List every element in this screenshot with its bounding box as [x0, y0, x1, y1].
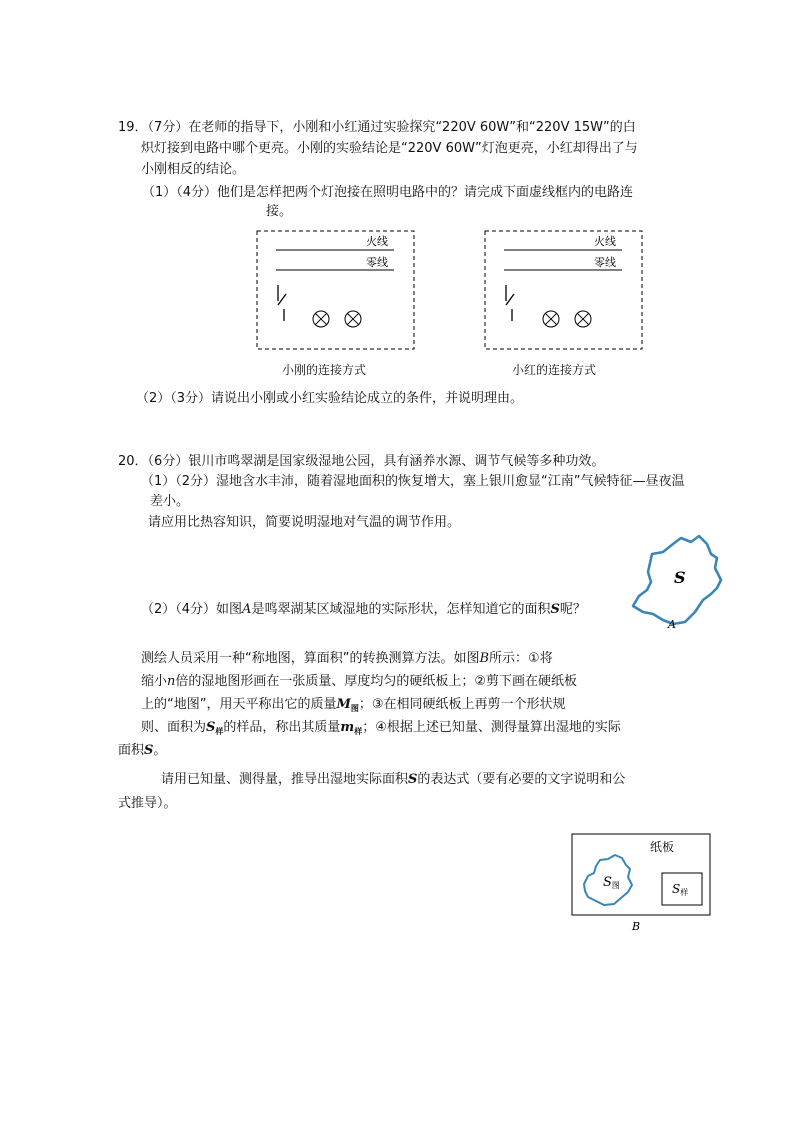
q19-line1: 19．（7分）在老师的指导下，小刚和小红通过实验探究“220V 60W”和“220V 15W”的白 — [118, 120, 636, 135]
circuit-figure-xiaogang[interactable] — [256, 230, 416, 352]
area-symbol: S — [408, 772, 418, 787]
q20-part2-text-b: 是鸣翠湖某区域湿地的实际形状，怎样知道它的面积 — [251, 602, 551, 617]
method-line1 — [141, 650, 553, 668]
caption-xiaohong: 小红的连接方式 — [512, 363, 597, 377]
switch-blade — [278, 294, 286, 305]
fire-wire-label: 火线 — [366, 235, 388, 248]
switch-blade — [506, 294, 514, 305]
scale-factor-n: n — [167, 674, 176, 689]
q20-part1-line1: （1）（2分）湿地含水丰沛，随着湿地面积的恢复增大，塞上银川愈显“江南”气候特征—昼夜温 — [141, 474, 685, 489]
method-text: 缩小 — [141, 674, 168, 689]
method-text: ；③在相同硬纸板上再剪一个形状规 — [358, 697, 566, 712]
method-text: 的样品，称出其质量 — [223, 720, 341, 735]
figure-b-label: B — [632, 920, 641, 933]
request-line1 — [161, 771, 625, 789]
request-text: 的表达式（要有必要的文字说明和公 — [417, 772, 626, 787]
figure-ref-b: B — [479, 651, 490, 666]
q20-part2-text-a: （2）（4分）如图 — [141, 602, 243, 617]
fire-wire-label: 火线 — [594, 235, 616, 248]
lamp-icon — [345, 311, 361, 327]
area-symbol: S — [550, 602, 560, 617]
sample-mass-subscript: 样 — [354, 727, 363, 736]
method-text: 所示：①将 — [489, 651, 553, 666]
mass-map-symbol: M — [336, 697, 351, 712]
q20-part1-line3: 请应用比热容知识，简要说明湿地对气温的调节作用。 — [148, 515, 461, 530]
mass-map-subscript: 图 — [350, 704, 359, 713]
map-area-label: S图 — [603, 875, 620, 890]
q19-part2: （2）（3分）请说出小刚或小红实验结论成立的条件，并说明理由。 — [136, 391, 524, 406]
area-symbol: S — [144, 743, 154, 758]
method-text: 倍的湿地图形画在一张质量、厚度均匀的硬纸板上；②剪下画在硬纸板 — [175, 674, 578, 689]
method-text: 则、面积为 — [141, 720, 207, 735]
q20-part2-text-c: 呢？ — [559, 602, 586, 617]
figure-a-wetland[interactable] — [625, 524, 727, 632]
sample-area-symbol: S — [206, 720, 216, 735]
q20-line1: 20．（6分）银川市鸣翠湖是国家级湿地公园，具有涵养水源、调节气候等多种功效。 — [118, 454, 605, 469]
q19-part1-line1: （1）（4分）他们是怎样把两个灯泡接在照明电路中的？请完成下面虚线框内的电路连 — [142, 185, 634, 200]
q20-part2-line — [141, 601, 586, 619]
neutral-wire-label: 零线 — [366, 256, 388, 269]
method-line2 — [141, 673, 577, 691]
dashed-frame — [257, 231, 414, 349]
circuit-figure-xiaohong[interactable] — [484, 230, 644, 352]
lamp-icon — [575, 311, 591, 327]
sample-area-subscript: 样 — [215, 727, 224, 736]
request-line2: 式推导）。 — [118, 796, 177, 811]
method-line3 — [141, 696, 566, 718]
q19-line2: 炽灯接到电路中哪个更亮。小刚的实验结论是“220V 60W”灯泡更亮，小红却得出了与 — [141, 141, 638, 156]
lamp-icon — [313, 311, 329, 327]
caption-xiaogang: 小刚的连接方式 — [282, 363, 367, 377]
figure-ref-a: A — [242, 602, 252, 617]
method-line5 — [118, 742, 166, 760]
method-text: ；④根据上述已知量、测得量算出湿地的实际 — [362, 720, 621, 735]
q19-part1-line2: 接。 — [266, 204, 293, 219]
figure-a-label: A — [668, 618, 676, 631]
request-text: 请用已知量、测得量，推导出湿地实际面积 — [161, 772, 409, 787]
sample-mass-symbol: m — [340, 720, 355, 735]
method-text: 。 — [153, 743, 167, 758]
figure-a-s-label: S — [674, 568, 686, 587]
figure-b-cardboard[interactable] — [570, 831, 712, 941]
cardboard-label: 纸板 — [650, 840, 675, 854]
q20-part1-line2: 差小。 — [150, 494, 190, 509]
dashed-frame — [485, 231, 642, 349]
method-text: 上的“地图”，用天平称出它的质量 — [141, 697, 337, 712]
method-text: 面积 — [118, 743, 145, 758]
method-text: 测绘人员采用一种“称地图，算面积”的转换测算方法。如图 — [141, 651, 480, 666]
lamp-icon — [543, 311, 559, 327]
neutral-wire-label: 零线 — [594, 256, 616, 269]
q19-line3: 小刚相反的结论。 — [141, 162, 246, 177]
sample-area-label: S样 — [672, 882, 689, 897]
method-line4 — [141, 719, 621, 741]
